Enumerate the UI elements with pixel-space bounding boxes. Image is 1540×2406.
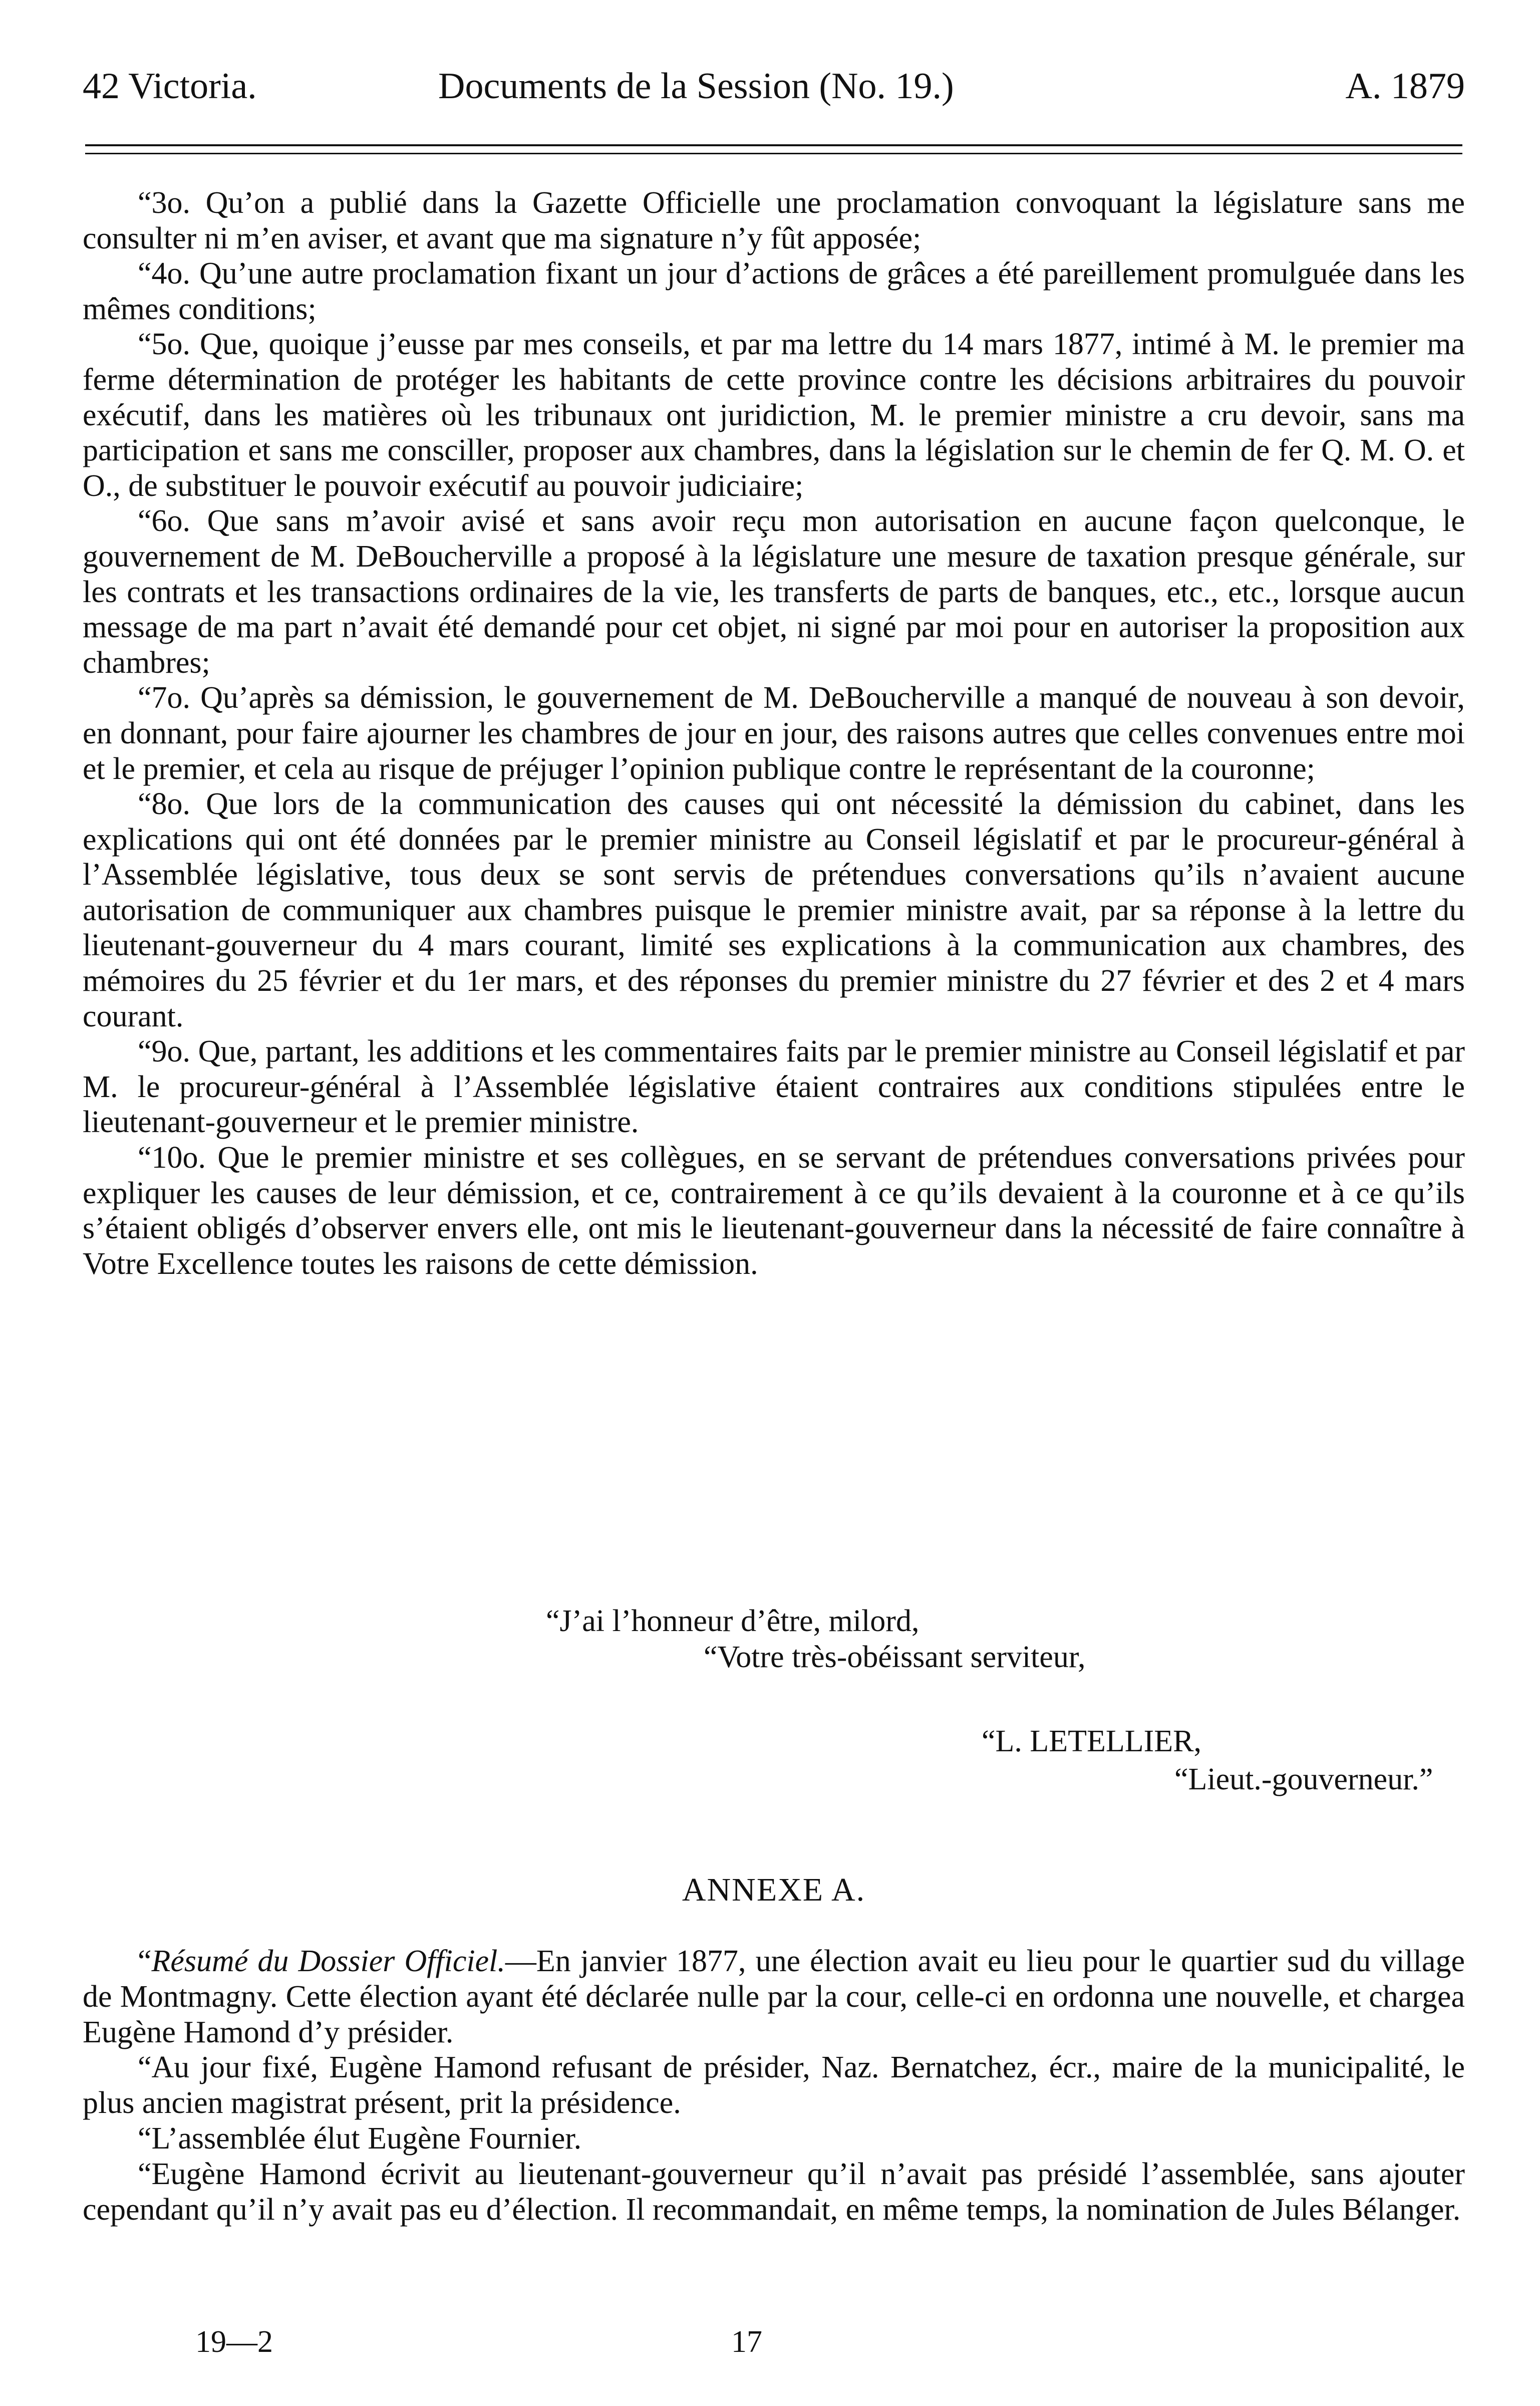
annex-paragraph-4: “Eugène Hamond écrivit au lieutenant-gouverneur qu’il n’avait pas présidé l’assemblée, sans ajouter cependant qu’il n’y avait pas eu d’élection. Il recommandait, en même temps, la nomination de Jules Bélanger. (83, 2157, 1465, 2227)
signature-title: “Lieut.-gouverneur.” (1174, 1762, 1433, 1796)
clause-3: “3o. Qu’on a publié dans la Gazette Officielle une proclamation convoquant la législature sans me consulter ni m’en aviser, et avant que ma signature n’y fût apposée; (83, 186, 1465, 255)
closing-servant: “Votre très-obéissant serviteur, (704, 1640, 1086, 1674)
page-footer (83, 2324, 1465, 2364)
header-title: Documents de la Session (No. 19.) (438, 66, 954, 107)
header-year: A. 1879 (1345, 66, 1465, 107)
clause-6: “6o. Que sans m’avoir avisé et sans avoir reçu mon autorisation en aucune façon quelconque, le gouvernement de M. DeBoucherville a proposé à la législature une mesure de taxation presque générale, sur les contrats et les transactions ordinaires de la vie, les transferts de parts de banques, etc., etc., lorsque aucun message de ma part n’avait été demandé pour cet objet, ni signé par moi pour en autoriser la proposition aux chambres; (83, 504, 1465, 680)
annex-body (83, 1944, 1465, 2227)
annex-paragraph-2: “Au jour fixé, Eugène Hamond refusant de présider, Naz. Bernatchez, écr., maire de la municipalité, le plus ancien magistrat présent, prit la présidence. (83, 2050, 1465, 2120)
annex-paragraph-1-text: —En janvier 1877, une élection avait eu lieu pour le quartier sud du village de Montmagny. Cette élection ayant été déclarée nulle par la cour, celle-ci en ordonna une nouvelle, et chargea Eugène Hamond d’y présider. (83, 1944, 1465, 2049)
clause-10: “10o. Que le premier ministre et ses collègues, en se servant de prétendues conversations privées pour expliquer les causes de leur démission, et ce, contrairement à ce qu’ils devaient à la couronne et à ce qu’ils s’étaient obligés d’observer envers elle, ont mis le lieutenant-gouverneur dans la nécessité de faire connaître à Votre Excellence toutes les raisons de cette démission. (83, 1141, 1465, 1281)
clause-5: “5o. Que, quoique j’eusse par mes conseils, et par ma lettre du 14 mars 1877, intimé à M. le premier ma ferme détermination de protéger les habitants de cette province contre les décisions arbitraires du pouvoir exécutif, dans les matières où les tribunaux ont juridiction, M. le premier ministre a cru devoir, sans ma participation et sans me consciller, proposer aux chambres, dans la législation sur le chemin de fer Q. M. O. et O., de substituer le pouvoir exécutif au pouvoir judiciaire; (83, 327, 1465, 503)
closing-salutation: “J’ai l’honneur d’être, milord, (546, 1604, 919, 1638)
letter-body (83, 185, 1465, 1281)
header-volume: 42 Victoria. (83, 66, 257, 107)
annex-italic-title: Résumé du Dossier Officiel. (151, 1944, 505, 1978)
header-rule-thick (85, 144, 1462, 146)
annex-paragraph-3: “L’assemblée élut Eugène Fournier. (138, 2121, 582, 2156)
signature-name: “L. LETELLIER, (982, 1724, 1201, 1758)
clause-9: “9o. Que, partant, les additions et les commentaires faits par le premier ministre au Conseil législatif et par M. le procureur-général à l’Assemblée législative étaient contraires aux conditions stipulées entre le lieutenant-gouverneur et le premier ministre. (83, 1034, 1465, 1140)
clause-7: “7o. Qu’après sa démission, le gouvernement de M. DeBoucherville a manqué de nouveau à son devoir, en donnant, pour faire ajourner les chambres de jour en jour, des raisons autres que celles convenues entre moi et le premier, et cela au risque de préjuger l’opinion publique contre le représentant de la couronne; (83, 681, 1465, 786)
header-rule-thin (85, 153, 1462, 154)
annex-heading: ANNEXE A. (682, 1872, 866, 1908)
clause-8: “8o. Que lors de la communication des causes qui ont nécessité la démission du cabinet, dans les explications qui ont été données par le premier ministre au Conseil législatif et par le procureur-général à l’Assemblée législative, tous deux se sont servis de prétendues conversations qu’ils n’avaient aucune autorisation de communiquer aux chambres puisque le premier ministre avait, par sa réponse à la lettre du lieutenant-gouverneur du 4 mars courant, limité ses explications à la communication aux chambres, des mémoires du 25 février et du 1er mars, et des réponses du premier ministre du 27 février et des 2 et 4 mars courant. (83, 787, 1465, 1033)
page-number: 17 (731, 2325, 762, 2359)
signature-mark: 19—2 (195, 2325, 273, 2359)
annex-paragraph-1: “Résumé du Dossier Officiel.—En janvier 1877, une élection avait eu lieu pour le quartier sud du village de Montmagny. Cette élection ayant été déclarée nulle par la cour, celle-ci en ordonna une nouvelle, et chargea Eugène Hamond d’y présider. (83, 1944, 1465, 2049)
running-header (83, 65, 1465, 120)
clause-4: “4o. Qu’une autre proclamation fixant un jour d’actions de grâces a été pareillement promulguée dans les mêmes conditions; (83, 256, 1465, 326)
